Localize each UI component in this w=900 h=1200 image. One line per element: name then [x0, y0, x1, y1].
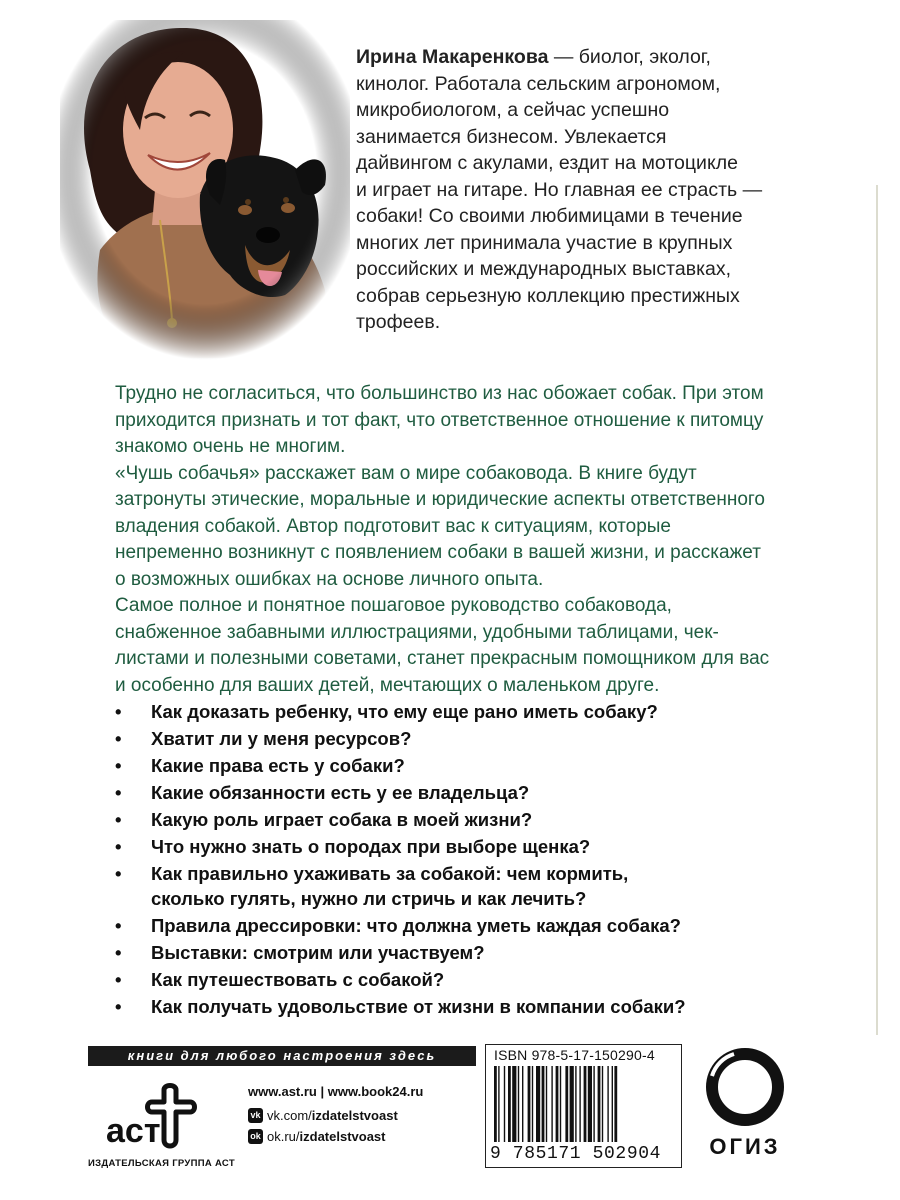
description-line: затронуты этические, моральные и юридические аспекты ответственного: [115, 489, 765, 510]
barcode-bar: [607, 1066, 608, 1142]
author-name: Ирина Макаренкова: [356, 46, 549, 68]
ok-icon: ok: [248, 1129, 263, 1144]
question-text: Выставки: смотрим или участвуем?: [151, 942, 485, 963]
description-line: знакомо очень не многим.: [115, 436, 346, 457]
bullet-icon: •: [115, 836, 122, 857]
bio-line: собрав серьезную коллекцию престижных: [356, 284, 740, 307]
bio-line: и играет на гитаре. Но главная ее страсть —: [356, 178, 763, 201]
bio-line: дайвингом с акулами, ездит на мотоцикле: [356, 152, 738, 174]
bio-line: трофеев.: [356, 311, 441, 333]
description-line: владения собакой. Автор подготовит вас к ситуациям, которые: [115, 515, 672, 537]
question-item: [115, 753, 875, 778]
barcode-bar: [579, 1066, 580, 1142]
barcode-bar: [522, 1066, 523, 1142]
barcode-bar: [508, 1066, 511, 1142]
barcode-bar: [498, 1066, 499, 1142]
barcode-bar: [588, 1066, 592, 1142]
bullet-icon: •: [115, 701, 122, 722]
description-line: Трудно не согласиться, что большинство из нас обожает собак. При этом: [115, 383, 764, 404]
ast-logo-text: аст: [106, 1112, 161, 1150]
spine-divider: [876, 185, 878, 1035]
publisher-name: ОГИЗ: [709, 1134, 781, 1159]
description-line: непременно возникнут с появлением собаки в вашей жизни, и расскажет: [115, 542, 761, 563]
bullet-icon: •: [115, 728, 122, 749]
question-text: Правила дрессировки: что должна уметь каждая собака?: [151, 915, 681, 936]
question-list: [115, 699, 875, 1021]
barcode-bar: [598, 1066, 601, 1142]
barcode-bar: [575, 1066, 576, 1142]
barcode-bar: [614, 1066, 617, 1142]
bullet-icon: •: [115, 942, 122, 963]
description-line: и особенно для ваших детей, мечтающих о маленьком друге.: [115, 674, 660, 696]
bullet-icon: •: [115, 755, 122, 776]
bio-line: собаки! Со своими любимицами в течение: [356, 205, 743, 227]
description-line: о возможных ошибках на основе личного опыта.: [115, 568, 544, 590]
isbn-box: [485, 1044, 682, 1168]
bio-line: занимается бизнесом. Увлекается: [356, 125, 667, 148]
ast-logo: [102, 1082, 222, 1154]
question-item: [115, 861, 875, 911]
barcode-bar: [612, 1066, 613, 1142]
vk-link[interactable]: vk vk.com/ izdatelstvoast: [248, 1108, 398, 1123]
author-bio: [356, 44, 796, 336]
question-item: [115, 834, 875, 859]
bullet-icon: •: [115, 996, 122, 1017]
barcode-bar: [512, 1066, 516, 1142]
barcode-bar: [565, 1066, 568, 1142]
ast-caption: ИЗДАТЕЛЬСКАЯ ГРУППА АСТ: [88, 1158, 235, 1169]
book-description: [115, 381, 855, 699]
barcode-digits: 9 785171 502904: [490, 1144, 662, 1164]
barcode-bar: [556, 1066, 559, 1142]
bio-line: российских и международных выставках,: [356, 258, 732, 280]
barcode-bar: [602, 1066, 603, 1142]
bullet-icon: •: [115, 782, 122, 803]
barcode-bar: [494, 1066, 497, 1142]
isbn-number: ISBN 978-5-17-150290-4: [494, 1047, 655, 1063]
barcode-bar: [593, 1066, 594, 1142]
barcode-bar: [532, 1066, 533, 1142]
description-line: снабженное забавными иллюстрациями, удобными таблицами, чек-: [115, 621, 719, 643]
question-text: Как правильно ухаживать за собакой: чем кормить,: [151, 863, 629, 884]
publisher-sites[interactable]: www.ast.ru | www.book24.ru: [248, 1084, 424, 1099]
description-line: «Чушь собачья» расскажет вам о мире собаковода. В книге будут: [115, 462, 697, 484]
question-item: [115, 967, 875, 992]
bio-line: многих лет принимала участие в крупных: [356, 231, 733, 254]
barcode-bar: [560, 1066, 561, 1142]
author-photo: [60, 20, 350, 360]
question-item: [115, 699, 875, 724]
bullet-icon: •: [115, 969, 122, 990]
ok-link[interactable]: ok ok.ru/ izdatelstvoast: [248, 1129, 386, 1144]
bullet-icon: •: [115, 809, 122, 830]
barcode-bar: [518, 1066, 519, 1142]
question-text: Какие обязанности есть у ее владельца?: [151, 782, 530, 803]
vk-icon: vk: [248, 1108, 263, 1123]
question-text: Как доказать ребенку, что ему еще рано иметь собаку?: [151, 701, 658, 722]
bullet-icon: •: [115, 915, 122, 936]
question-text: Как путешествовать с собакой?: [151, 969, 445, 990]
question-text: Какую роль играет собака в моей жизни?: [151, 809, 533, 830]
bio-line: микробиологом, а сейчас успешно: [356, 99, 670, 121]
barcode-bar: [570, 1066, 574, 1142]
question-text: Как получать удовольствие от жизни в компании собаки?: [151, 996, 686, 1017]
barcode-bar: [536, 1066, 540, 1142]
barcode-bar: [546, 1066, 547, 1142]
question-item: [115, 726, 875, 751]
question-text: Хватит ли у меня ресурсов?: [151, 728, 412, 749]
barcode-bar: [528, 1066, 531, 1142]
question-text: Что нужно знать о породах при выборе щенка?: [151, 836, 591, 857]
bio-first-line: Ирина Макаренкова — биолог, эколог,: [356, 46, 711, 68]
barcode-bar: [551, 1066, 552, 1142]
description-line: листами и полезными советами, станет прекрасным помощником для вас: [115, 648, 770, 669]
bullet-icon: •: [115, 863, 122, 884]
barcode: [492, 1066, 675, 1144]
slogan-band: книги для любого настроения здесь: [88, 1046, 476, 1066]
bio-line: кинолог. Работала сельским агрономом,: [356, 72, 721, 95]
barcode-bar: [584, 1066, 587, 1142]
question-text: Какие права есть у собаки?: [151, 755, 405, 776]
description-line: приходится признать и тот факт, что ответственное отношение к питомцу: [115, 409, 764, 431]
barcode-bar: [504, 1066, 505, 1142]
question-item: [115, 780, 875, 805]
question-item: [115, 807, 875, 832]
question-item: [115, 940, 875, 965]
ogiz-logo: [704, 1046, 786, 1128]
question-item: [115, 913, 875, 938]
question-item: [115, 994, 875, 1019]
description-line: Самое полное и понятное пошаговое руководство собаковода,: [115, 595, 672, 616]
question-text: сколько гулять, нужно ли стричь и как лечить?: [151, 888, 587, 909]
barcode-bar: [542, 1066, 545, 1142]
